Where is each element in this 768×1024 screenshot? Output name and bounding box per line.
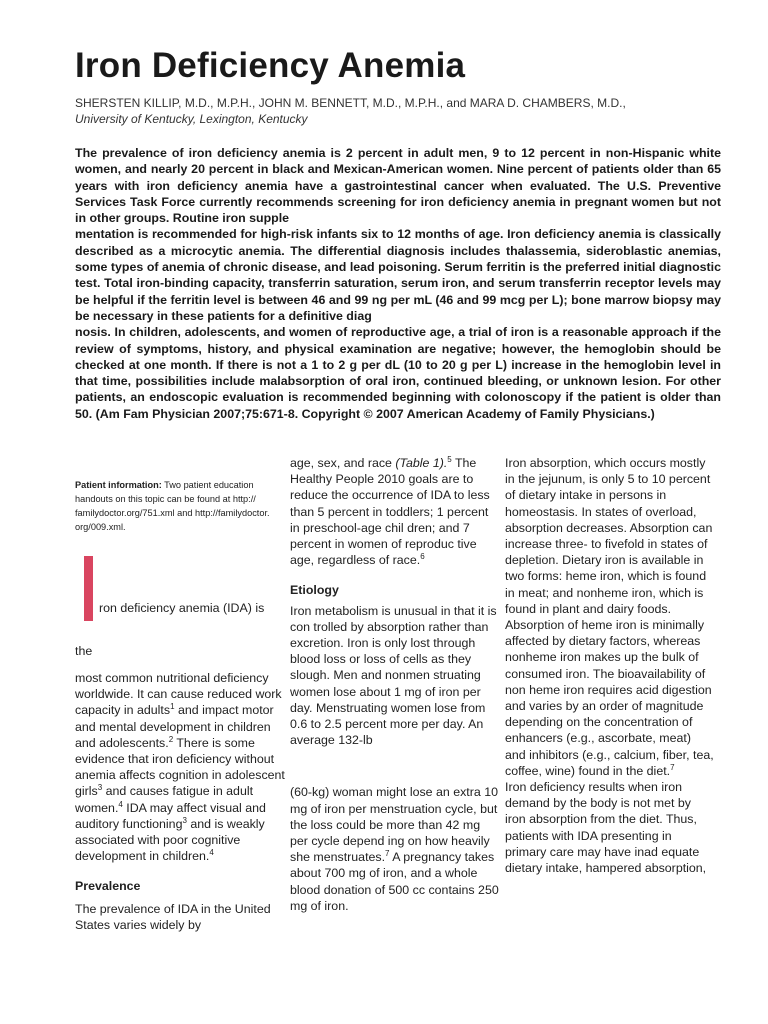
prevalence-paragraph: The prevalence of IDA in the United States varies widely by [75, 901, 271, 932]
etiology-paragraph-cont [290, 784, 500, 914]
text-run: There is some evidence that iron deficiency without anemia affects cognition in adolescent girls [75, 735, 285, 799]
author-affiliation: University of Kentucky, Lexington, Kentucky [75, 112, 308, 126]
citation-ref: 2 [168, 734, 174, 744]
citation-ref: 7 [385, 849, 390, 859]
abstract-paragraph: nosis. In children, adolescents, and women of reproductive age, a trial of iron is a reasonable approach if the review of symptoms, history, and physical examination are negative; however, the hemoglobin should be checked at one month. If there is not a 1 to 2 g per dL (10 to 20 g per L) increase in the hemoglobin level in that time, possibilities include malabsorption of oral iron, continued bleeding, or unknown lesion. For other patients, an endoscopic evaluation is recommended beginning with colonoscopy if the patient is older than 50. (Am Fam Physician 2007;75:671-8. Copyright © 2007 American Academy of Family Physicians.) [75, 325, 721, 421]
author-names: SHERSTEN KILLIP, M.D., M.P.H., JOHN M. BENNETT, M.D., M.P.H., and MARA D. CHAMBERS, M.D., [75, 96, 626, 110]
citation-ref: 4 [209, 848, 214, 858]
text-run: (60-kg) woman might lose an extra 10 mg of iron per menstruation cycle, but the loss could be more than 42 mg per cycle depend ing on how heavily she menstruates. [290, 785, 498, 865]
section-heading-etiology: Etiology [290, 583, 339, 598]
citation-ref: 7 [670, 762, 675, 772]
abstract-paragraph: mentation is recommended for high-risk infants six to 12 months of age. Iron deficiency anemia is classically described as a microcytic anemia. The differential diagnosis includes thalassemia, sideroblastic anemias, some types of anemia of chronic disease, and lead poisoning. Serum ferritin is the preferred initial diagnostic test. Total iron-binding capacity, transferrin saturation, serum iron, and serum transferrin receptor levels may be helpful if the ferritin level is between 46 and 99 ng per mL (46 and 99 mcg per L); bone marrow biopsy may be necessary in these patients for a definitive diag [75, 227, 721, 323]
drop-cap-bar [84, 556, 93, 621]
text-run: A pregnancy takes about 700 mg of iron, and a whole blood donation of 500 cc contains 250 mg of iron. [290, 850, 499, 913]
intro-paragraph [75, 670, 287, 719]
text-run: most common nutritional deficiency worldwide. It can cause reduced work capacity in adults [75, 671, 282, 718]
patient-info-note [75, 478, 285, 534]
text-run: and causes fatigue in adult women. [75, 784, 254, 815]
absorption-paragraph [505, 455, 715, 779]
text-run: age, sex, and race [290, 456, 396, 470]
article-title: Iron Deficiency Anemia [75, 46, 466, 85]
citation-ref: 1 [170, 702, 175, 712]
intro-paragraph-cont [75, 719, 287, 865]
text-run: and is weakly associated with poor cognitive development in children. [75, 816, 265, 864]
patient-info-label: Patient information: [75, 480, 162, 490]
column-3 [505, 455, 715, 876]
citation-ref: 6 [420, 552, 425, 562]
author-line [75, 95, 675, 127]
intro-line-1: ron deficiency anemia (IDA) is [99, 601, 265, 615]
prevalence-paragraph-cont [290, 455, 500, 568]
column-1 [75, 478, 285, 534]
deficiency-paragraph: Iron deficiency results when iron demand by the body is not met by iron absorption from the diet. Thus, patients with IDA presenting in primary care may have inad equate dietary intake, hampered absorption, [505, 780, 707, 876]
section-heading-prevalence: Prevalence [75, 879, 141, 894]
column-2 [290, 455, 500, 914]
text-run: IDA may affect visual and auditory functioning [75, 800, 266, 831]
text-run: The Healthy People 2010 goals are to reduce the occurrence of IDA to less than 5 percent in toddlers; 1 percent in preschool-age chil dren; and 7 percent in women of reproduc tive age, regardless of race. [290, 456, 490, 568]
table-reference: (Table 1). [395, 456, 448, 470]
text-run: and mental development in children and adolescents. [75, 719, 271, 750]
citation-ref: 3 [97, 783, 103, 793]
citation-ref: 5 [447, 454, 452, 464]
etiology-paragraph: Iron metabolism is unusual in that it is con trolled by absorption rather than excretion. Iron is only lost through blood loss or loss of cells as they slough. Men and nonmen struating women lose about 1 mg of iron per day. Menstruating women lose from 0.6 to 2.5 percent more per day. An average 132-lb [290, 603, 497, 748]
abstract [75, 145, 721, 422]
abstract-paragraph: The prevalence of iron deficiency anemia is 2 percent in adult men, 9 to 12 percent in non-Hispanic white women, and nearly 20 percent in black and Mexican-American women. Nine percent of patients older than 65 years with iron deficiency anemia have a gastrointestinal cancer when evaluated. The U.S. Preventive Services Task Force currently recommends screening for iron deficiency anemia in pregnant women but not in other groups. Routine iron supple [75, 146, 721, 226]
intro-line-2: the [75, 644, 93, 658]
citation-ref: 3 [182, 815, 187, 825]
column-1-body [75, 670, 287, 933]
patient-info-text: Two patient education handouts on this topic can be found at http:// familydoctor.org/751.xml and http://familydoctor. org/009.xml. [75, 480, 270, 532]
text-run: and impact motor [174, 703, 274, 718]
citation-ref: 4 [118, 799, 123, 809]
text-run: Iron absorption, which occurs mostly in the jejunum, is only 5 to 10 percent of dietary intake in persons in homeostasis. In states of overload, absorption decreases. Absorption can increase three- to fivefold in states of depletion. Dietary iron is available in two forms: heme iron, which is found in meat; and nonheme iron, which is found in plant and dairy foods. Absorption of heme iron is minimally affected by dietary factors, whereas nonheme iron makes up the bulk of consumed iron. The bioavailability of non heme iron requires acid digestion and varies by an order of magnitude depending on the concentration of enhancers (e.g., ascorbate, meat) and inhibitors (e.g., calcium, fiber, tea, coffee, wine) found in the diet. [505, 456, 714, 778]
